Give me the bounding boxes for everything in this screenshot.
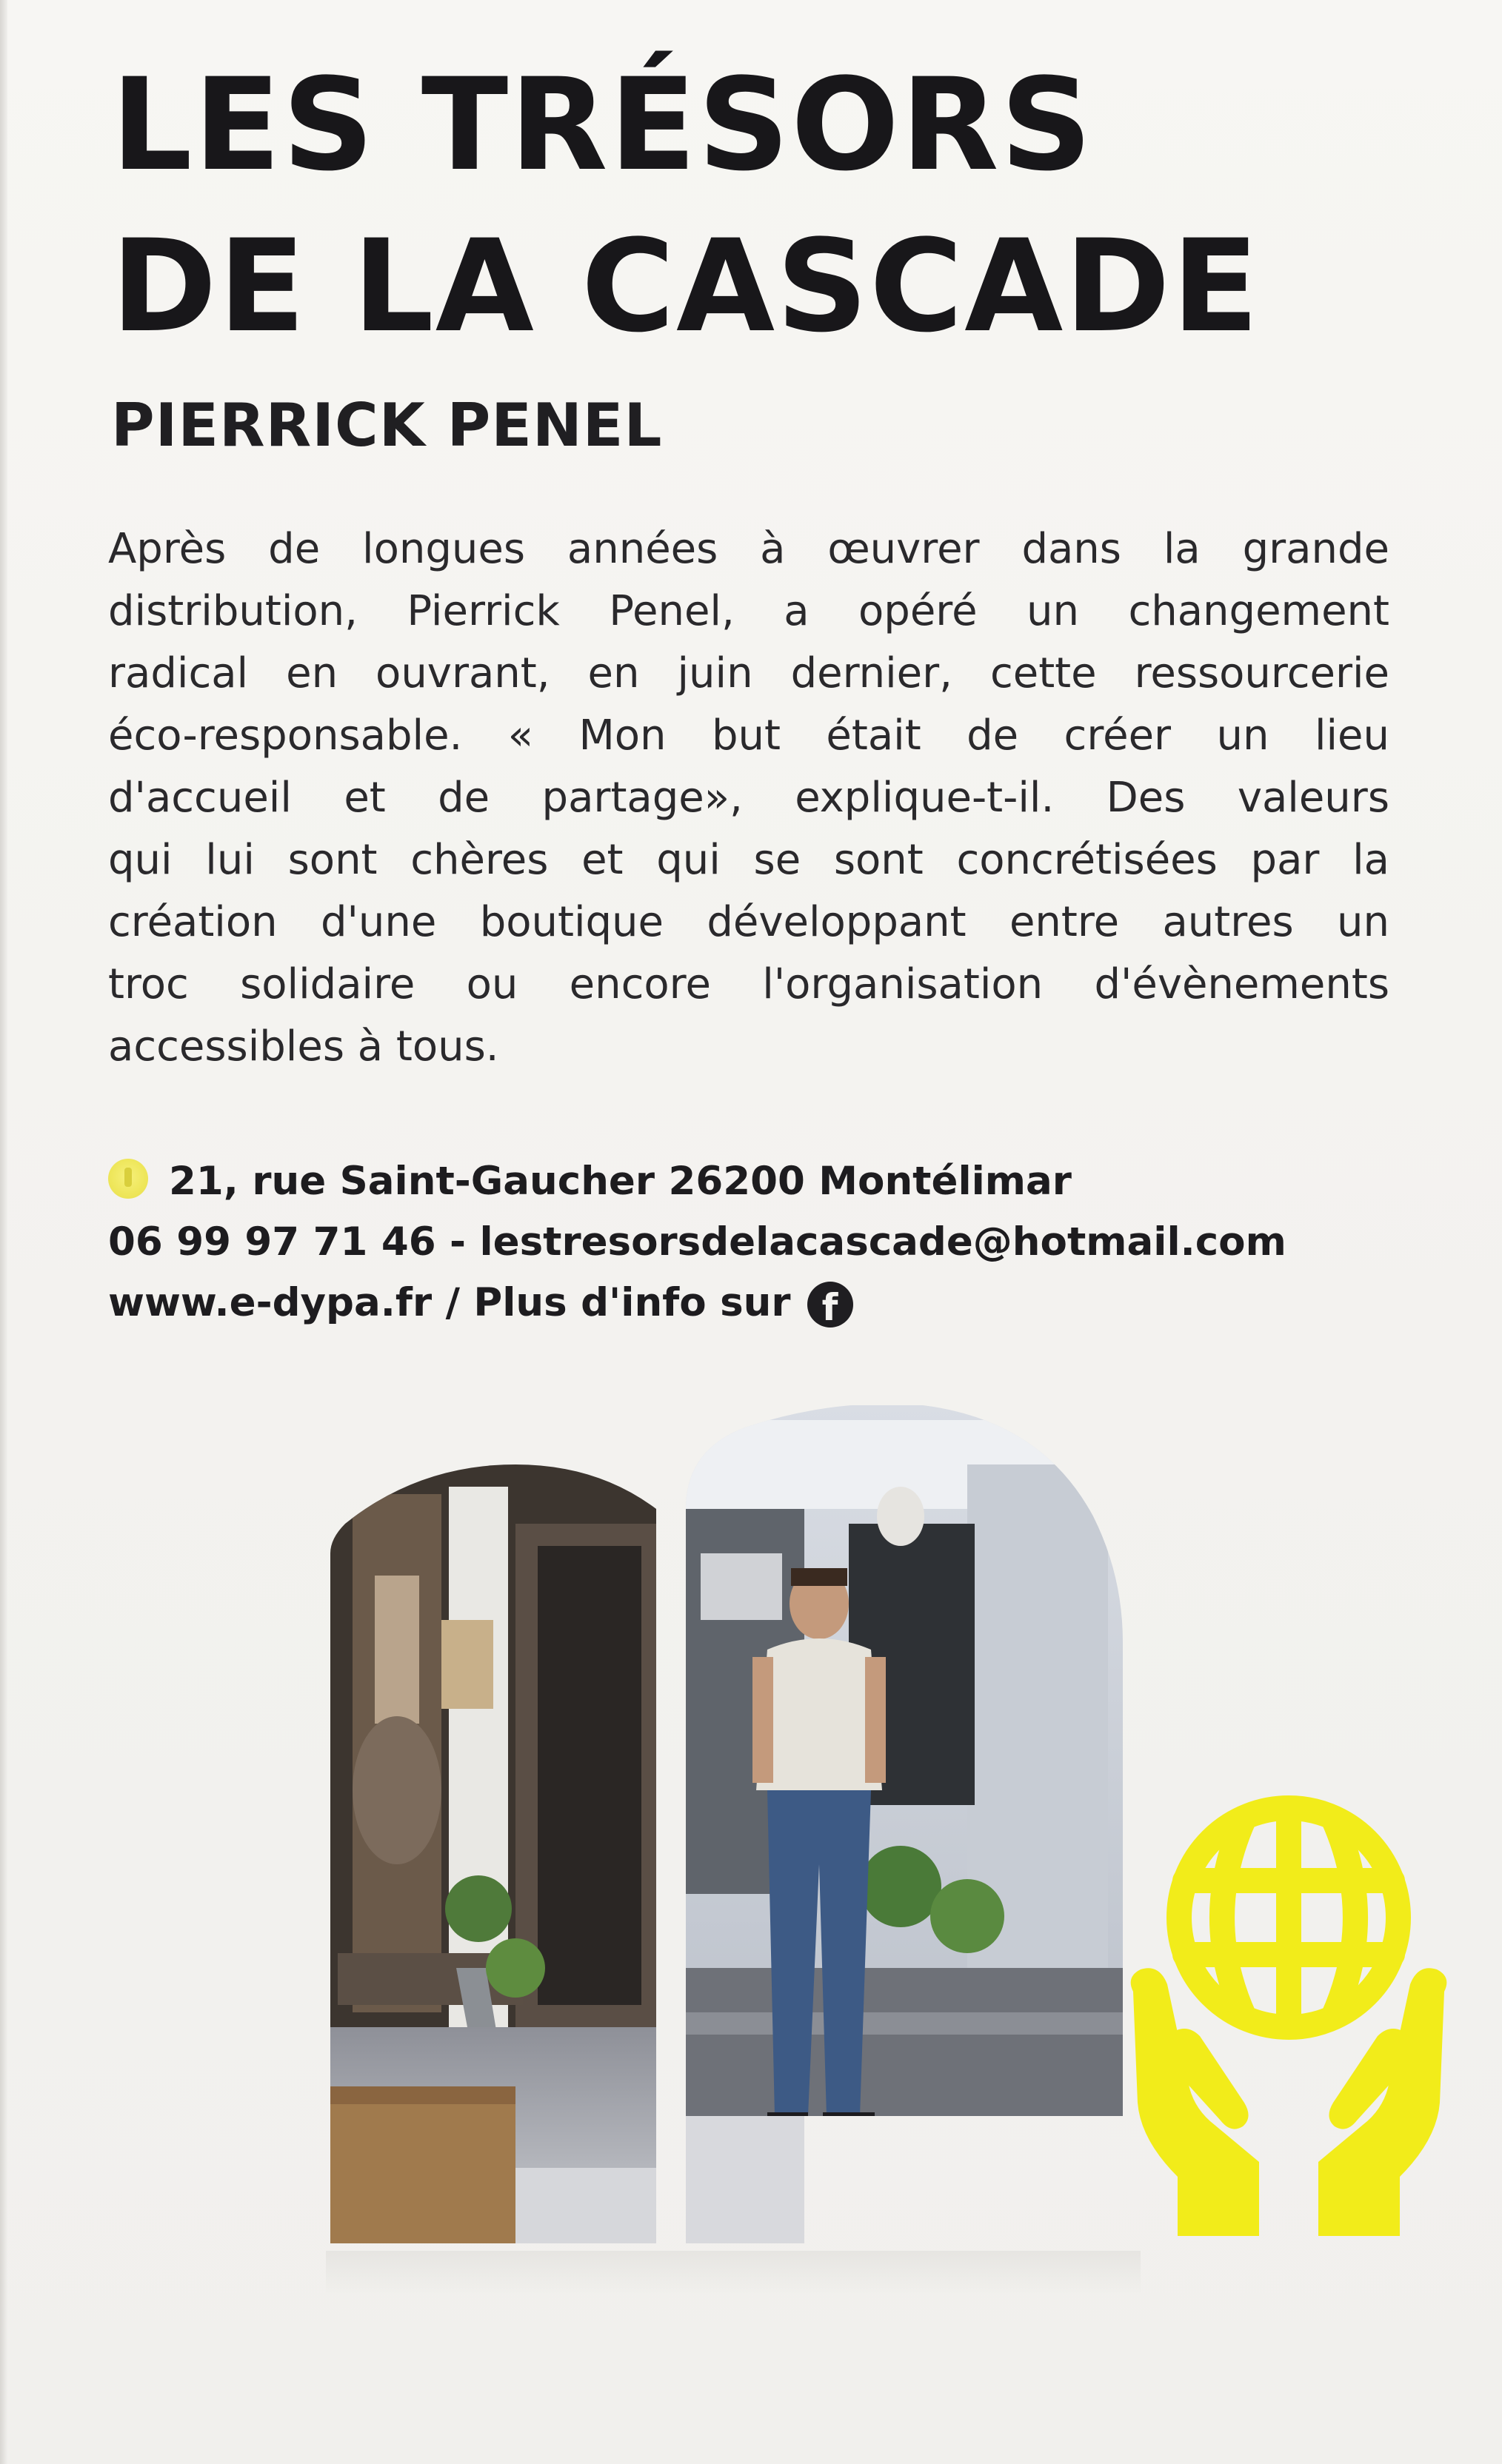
body-line: distribution, Pierrick Penel, a opéré un changement: [108, 587, 1389, 635]
photo-caption-shadow: [326, 2251, 1141, 2295]
globe-in-hands-icon: [1118, 1792, 1459, 2236]
website-link[interactable]: www.e-dypa.fr: [108, 1280, 433, 1325]
website-row: [108, 1273, 1412, 1333]
page-edge: [0, 0, 7, 2464]
body-line: accessibles à tous.: [108, 1022, 499, 1071]
body-line: Après de longues années à œuvrer dans la grande: [108, 525, 1389, 573]
title-line-1: LES TRÉSORS: [111, 50, 1094, 199]
shopfront-photo: [330, 1405, 1130, 2243]
body-line: création d'une boutique développant entre autres un: [108, 898, 1389, 946]
address-text: 21, rue Saint-Gaucher 26200 Montélimar: [169, 1159, 1072, 1204]
photo-pavement: [686, 2116, 804, 2243]
location-pin-icon: [108, 1159, 148, 1199]
body-line: éco-responsable. « Mon but était de créer un lieu: [108, 712, 1389, 760]
article-body: [108, 518, 1389, 1078]
phone-email-row[interactable]: 06 99 97 71 46 - lestresorsdelacascade@hotmail.com: [108, 1219, 1286, 1265]
contact-block: [108, 1151, 1412, 1333]
body-line: radical en ouvrant, en juin dernier, cette ressourcerie: [108, 649, 1389, 697]
body-line: d'accueil et de partage», explique-t-il. Des valeurs: [108, 774, 1389, 822]
body-line: troc solidaire ou encore l'organisation d'évènements: [108, 960, 1389, 1008]
photo-left-panel: [330, 1405, 671, 2243]
address-row: [108, 1151, 1412, 1212]
article-title: [111, 44, 1444, 367]
separator: /: [445, 1280, 460, 1325]
author-name: PIERRICK PENEL: [111, 391, 663, 460]
body-line: qui lui sont chères et qui se sont concrétisées par la: [108, 836, 1389, 884]
title-line-2: DE LA CASCADE: [111, 212, 1261, 361]
facebook-icon[interactable]: f: [807, 1282, 853, 1328]
more-info-text: Plus d'info sur: [473, 1280, 791, 1325]
